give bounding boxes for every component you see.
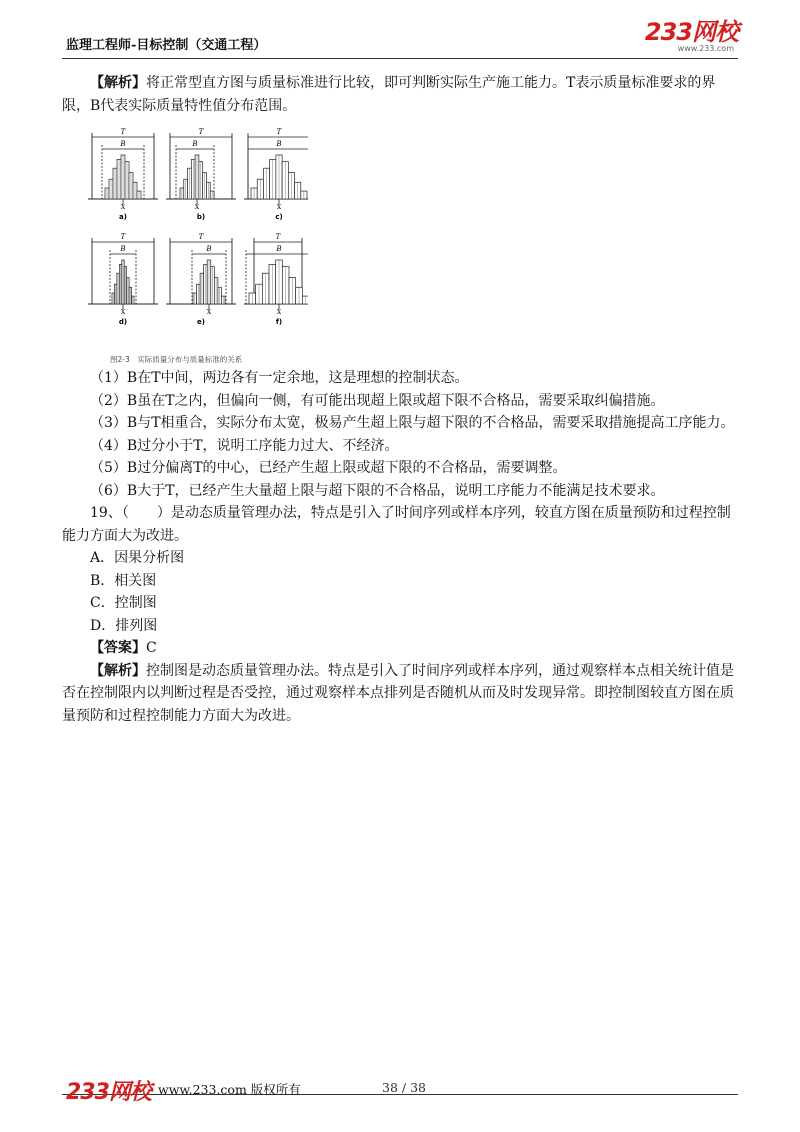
- page-header: [62, 18, 738, 59]
- option-a: A．因果分析图: [90, 550, 185, 566]
- panel-label: b): [196, 213, 206, 221]
- logo-text: 233网校: [644, 18, 738, 46]
- page-footer: [62, 1080, 738, 1123]
- case-6: （6）B大于T，已经产生大量超上限与超下限的不合格品，说明工序能力不能满足技术要求。: [90, 482, 665, 499]
- panel-label: d): [118, 318, 128, 326]
- histogram-panel-1: [88, 128, 158, 221]
- document-title: 监理工程师-目标控制（交通工程）: [66, 38, 267, 53]
- B-label: B: [276, 245, 282, 253]
- mean-label: X̄: [194, 204, 200, 211]
- panel-label: a): [119, 213, 127, 221]
- panel-label: c): [275, 213, 283, 221]
- panel-label: e): [197, 318, 205, 326]
- histogram-panel-4: [88, 233, 158, 326]
- analysis-paragraph: [62, 72, 742, 117]
- question-stem: 19、（ ）是动态质量管理办法，特点是引入了时间序列或样本序列，较直方图在质量预防和过程控制能力方面大为改进。: [62, 505, 731, 544]
- histogram-figure: [88, 123, 308, 363]
- B-label: B: [276, 140, 282, 148]
- B-label: B: [120, 140, 126, 148]
- analysis-label: 【解析】: [90, 75, 146, 91]
- histogram-panel-2: [166, 128, 236, 221]
- page-content: [62, 72, 742, 727]
- mean-label: X̄: [276, 204, 282, 211]
- mean-label: X̄: [276, 309, 282, 316]
- mean-label: X̄: [120, 309, 126, 316]
- option-d: D．排列图: [90, 617, 158, 634]
- B-label: B: [120, 245, 126, 253]
- mean-label: X̄: [206, 309, 212, 316]
- T-label: T: [275, 233, 281, 241]
- T-label: T: [276, 128, 282, 136]
- option-b: B．相关图: [90, 572, 157, 589]
- case-3: （3）B与T相重合，实际分布太宽，极易产生超上限与超下限的不合格品，需要采取措施提高工序能力。: [90, 415, 735, 431]
- histogram-panel-3: [244, 128, 308, 221]
- question-analysis-text: 控制图是动态质量管理办法。特点是引入了时间序列或样本序列，通过观察样本点相关统计值是否在控制限内以判断过程是否受控，通过观察样本点排列是否随机从而及时发现异常。即控制图较直方图在质量预防和过程控制能力方面大为改进。: [62, 662, 734, 724]
- answer-label: 【答案】: [90, 640, 146, 656]
- T-label: T: [120, 128, 126, 136]
- answer-value: C: [146, 640, 157, 656]
- B-label: B: [192, 140, 198, 148]
- T-label: T: [198, 128, 204, 136]
- T-label: T: [198, 233, 204, 241]
- brand-logo[interactable]: [645, 20, 738, 53]
- case-1: （1）B在T中间，两边各有一定余地，这是理想的控制状态。: [90, 370, 469, 386]
- T-label: T: [120, 233, 126, 241]
- histogram-bar: [302, 296, 308, 304]
- figure-caption: 图2-3 实际质量分布与质量标准的关系: [110, 355, 243, 364]
- question-analysis: [62, 660, 742, 728]
- mean-label: X̄: [120, 204, 126, 211]
- logo-url: www.233.com: [677, 44, 734, 53]
- analysis-text: 将正常型直方图与质量标准进行比较，即可判断实际生产施工能力。T表示质量标准要求的界限，B代表实际质量特性值分布范围。: [62, 75, 716, 114]
- case-2: （2）B虽在T之内，但偏向一侧，有可能出现超上限或超下限不合格品，需要采取纠偏措施。: [90, 392, 665, 409]
- footer-logo[interactable]: 233网校: [66, 1080, 151, 1105]
- page-number: 38 / 38: [382, 1080, 426, 1095]
- question-analysis-label: 【解析】: [90, 662, 146, 679]
- answer-line: [62, 637, 742, 660]
- B-label: B: [206, 245, 212, 253]
- case-5: （5）B过分偏离T的中心，已经产生超上限或超下限的不合格品，需要调整。: [90, 460, 567, 476]
- histogram-grid: [88, 123, 308, 351]
- case-4: （4）B过分小于T，说明工序能力过大、不经济。: [90, 437, 399, 454]
- histogram-panel-6: [244, 233, 308, 326]
- footer-copyright: www.233.com 版权所有: [158, 1082, 301, 1097]
- histogram-panel-5: [166, 233, 236, 326]
- panel-label: f): [275, 318, 283, 326]
- option-c: C．控制图: [90, 595, 157, 611]
